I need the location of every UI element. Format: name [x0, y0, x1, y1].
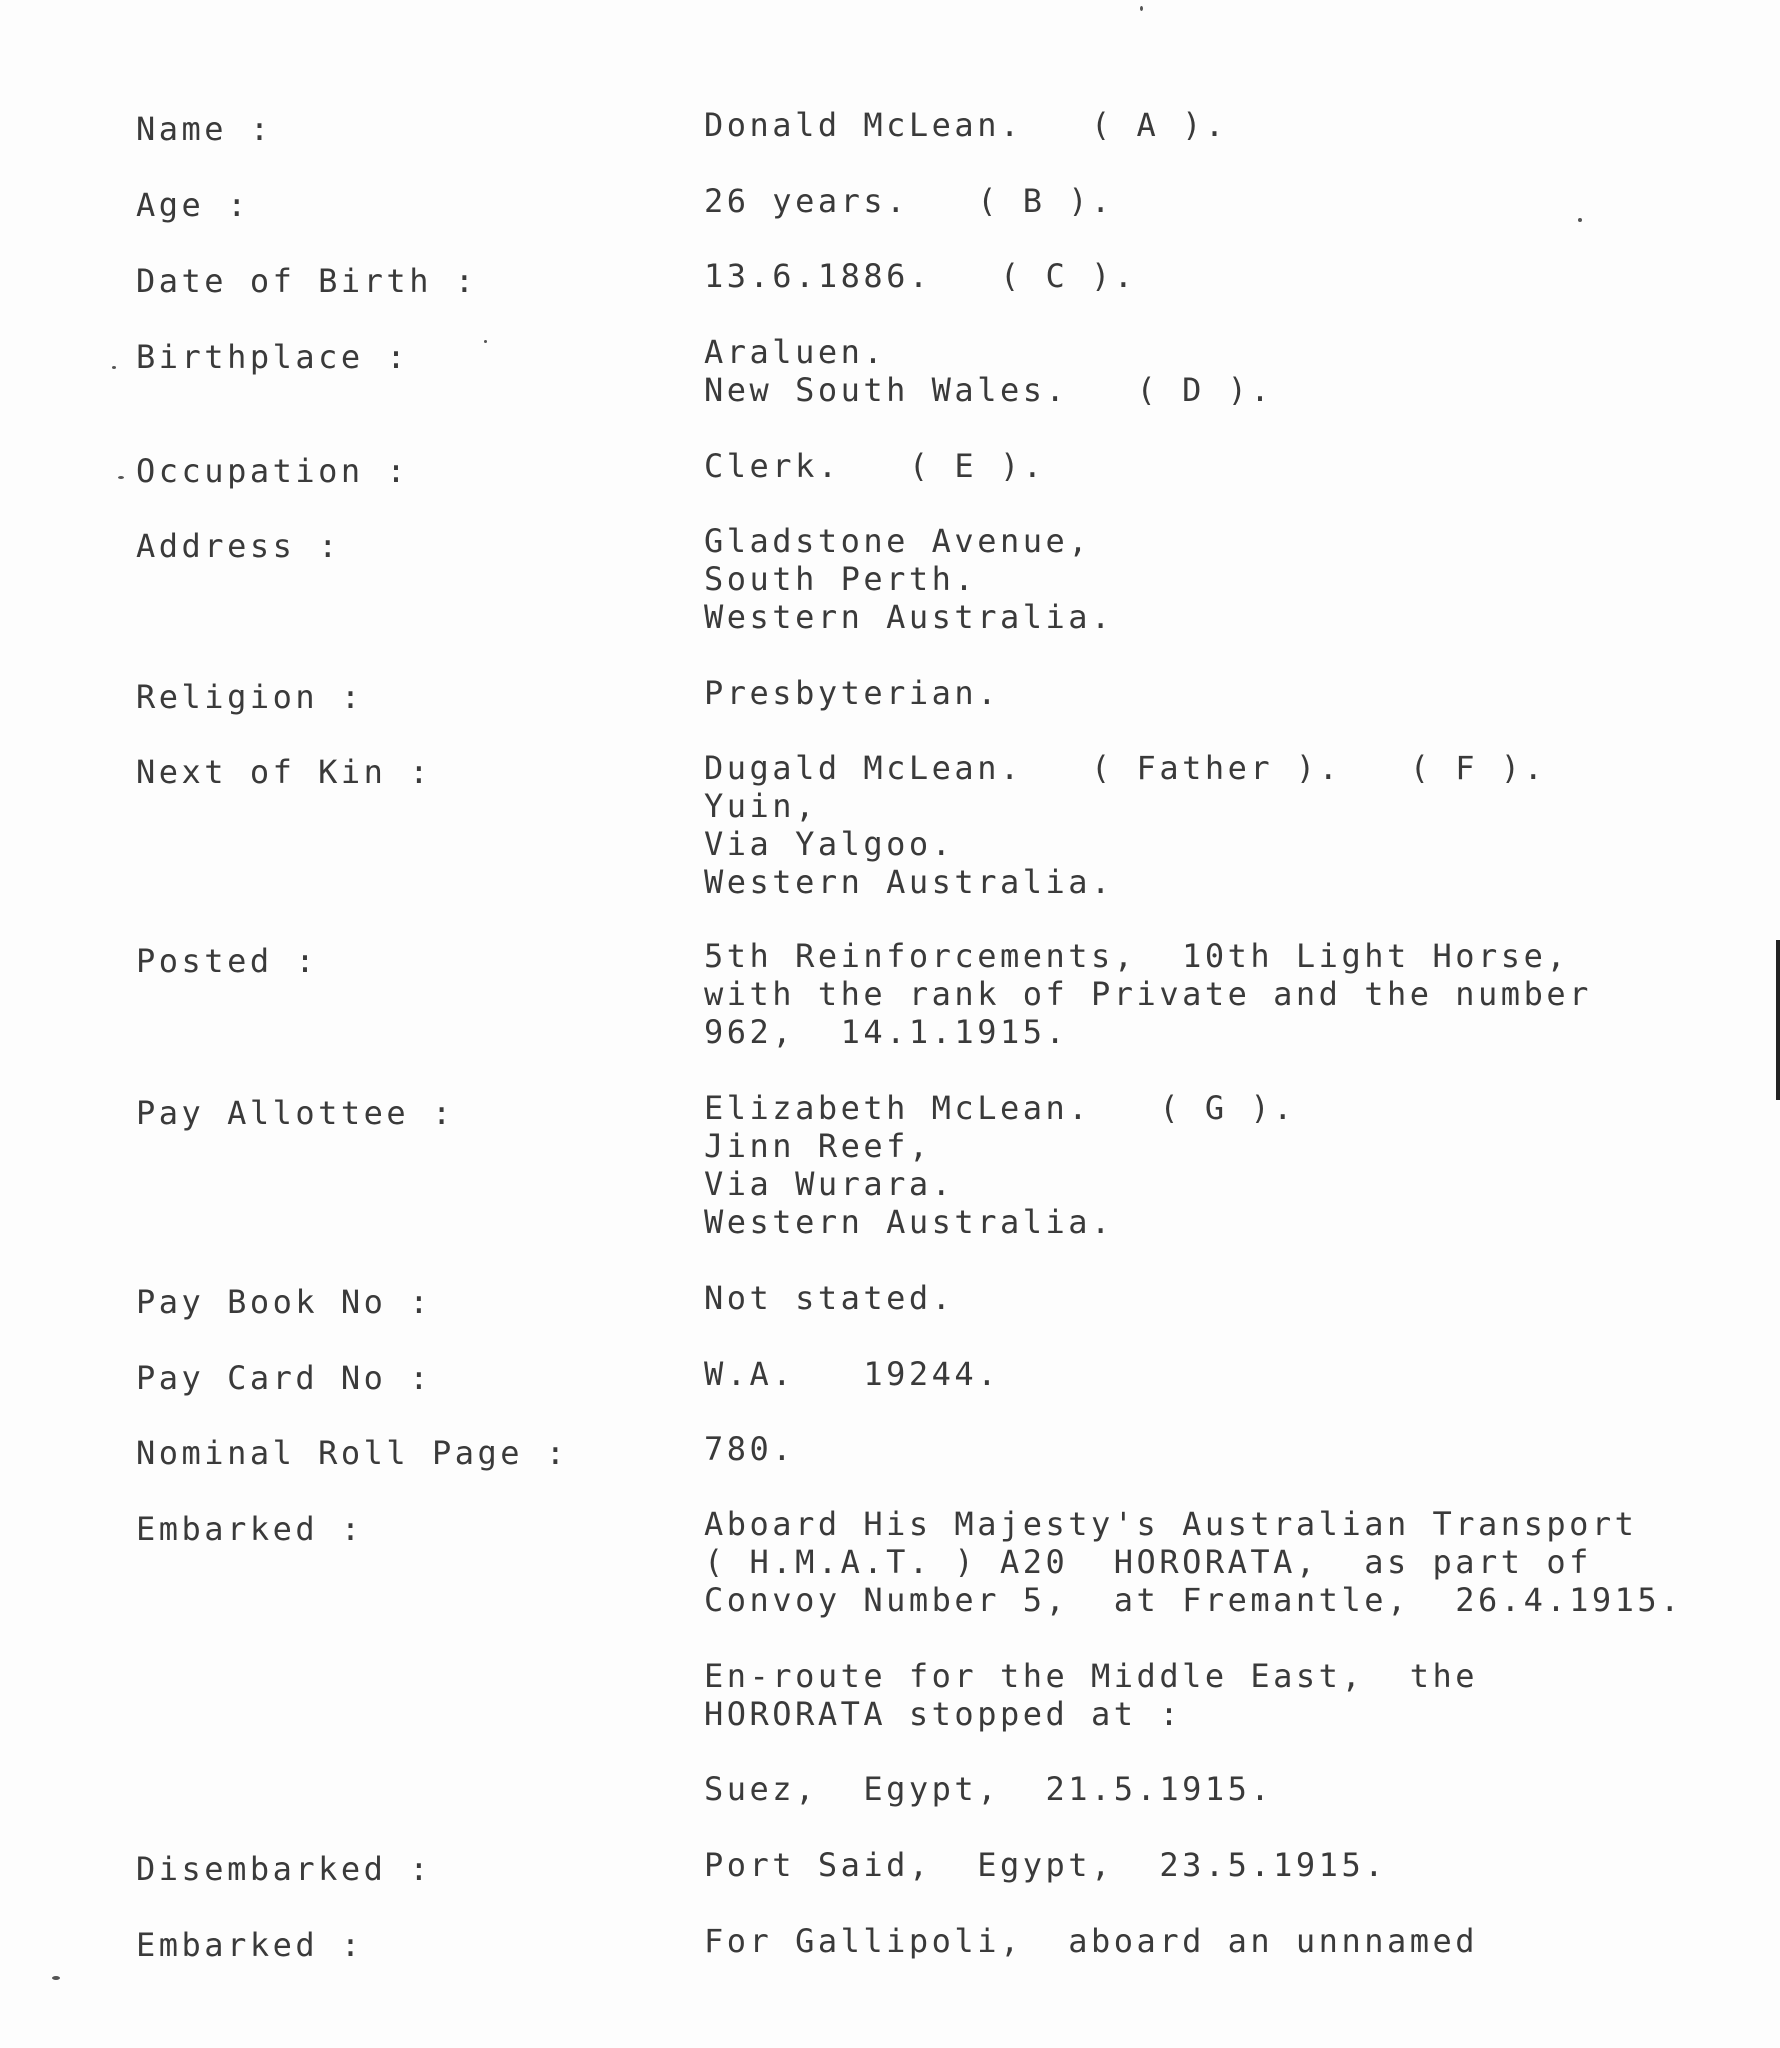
label-age: Age : — [136, 186, 250, 224]
value-line: Port Said, Egypt, 23.5.1915. — [704, 1846, 1387, 1884]
value-line: 5th Reinforcements, 10th Light Horse, — [704, 937, 1570, 975]
value-line: 13.6.1886. ( C ). — [704, 257, 1137, 295]
value-line: Presbyterian. — [704, 674, 1000, 712]
label-date-of-birth: Date of Birth : — [136, 262, 478, 300]
label-nominal-roll-page: Nominal Roll Page : — [136, 1434, 569, 1472]
value-line: Not stated. — [704, 1279, 955, 1317]
label-pay-card-no: Pay Card No : — [136, 1359, 432, 1397]
value-posted — [704, 937, 1764, 1051]
label-embarked: Embarked : — [136, 1510, 364, 1548]
value-embarked-2 — [704, 1922, 1764, 1960]
scan-speck — [112, 366, 116, 369]
value-line: En-route for the Middle East, the — [704, 1657, 1479, 1695]
value-line: South Perth. — [704, 560, 978, 598]
scan-speck — [1140, 6, 1143, 11]
label-birthplace: Birthplace : — [136, 338, 410, 376]
value-disembarked — [704, 1846, 1764, 1884]
label-address: Address : — [136, 527, 341, 565]
value-line: W.A. 19244. — [704, 1355, 1000, 1393]
value-pay-book-no — [704, 1279, 1764, 1317]
label-pay-allottee: Pay Allottee : — [136, 1094, 455, 1132]
label-occupation: Occupation : — [136, 452, 410, 490]
value-next-of-kin — [704, 749, 1764, 901]
scan-speck — [484, 340, 487, 343]
value-line: Elizabeth McLean. ( G ). — [704, 1089, 1296, 1127]
value-line: Western Australia. — [704, 1203, 1114, 1241]
value-line: 962, 14.1.1915. — [704, 1013, 1069, 1051]
value-line: Gladstone Avenue, — [704, 522, 1092, 560]
value-age — [704, 182, 1764, 220]
value-line: Via Wurara. — [704, 1165, 955, 1203]
scan-edge — [1776, 940, 1780, 1100]
value-embarked — [704, 1505, 1764, 1619]
value-line: 780. — [704, 1430, 796, 1468]
label-posted: Posted : — [136, 942, 319, 980]
value-address — [704, 522, 1764, 636]
value-line: New South Wales. ( D ). — [704, 371, 1274, 409]
scan-speck — [52, 1976, 60, 1980]
value-line: 26 years. ( B ). — [704, 182, 1114, 220]
value-line: ( H.M.A.T. ) A20 HORORATA, as part of — [704, 1543, 1592, 1581]
value-line: Via Yalgoo. — [704, 825, 955, 863]
scan-speck — [118, 476, 124, 479]
value-line: Dugald McLean. ( Father ). ( F ). — [704, 749, 1547, 787]
label-religion: Religion : — [136, 678, 364, 716]
value-suez — [704, 1770, 1764, 1808]
value-religion — [704, 674, 1764, 712]
value-line: with the rank of Private and the number — [704, 975, 1592, 1013]
value-en-route — [704, 1657, 1764, 1733]
value-line: Clerk. ( E ). — [704, 447, 1046, 485]
label-disembarked: Disembarked : — [136, 1850, 432, 1888]
value-line: For Gallipoli, aboard an unnnamed — [704, 1922, 1479, 1960]
value-line: Western Australia. — [704, 863, 1114, 901]
value-nominal-roll-page — [704, 1430, 1764, 1468]
value-pay-card-no — [704, 1355, 1764, 1393]
value-birthplace — [704, 333, 1764, 409]
scan-speck — [1578, 218, 1582, 222]
value-occupation — [704, 447, 1764, 485]
value-pay-allottee — [704, 1089, 1764, 1241]
label-embarked-2: Embarked : — [136, 1926, 364, 1964]
label-pay-book-no: Pay Book No : — [136, 1283, 432, 1321]
value-line: Jinn Reef, — [704, 1127, 932, 1165]
value-line: Suez, Egypt, 21.5.1915. — [704, 1770, 1274, 1808]
label-name: Name : — [136, 110, 273, 148]
value-date-of-birth — [704, 257, 1764, 295]
value-line: Donald McLean. ( A ). — [704, 106, 1228, 144]
value-line: Western Australia. — [704, 598, 1114, 636]
value-name — [704, 106, 1764, 144]
value-line: Yuin, — [704, 787, 818, 825]
value-line: Aboard His Majesty's Australian Transport — [704, 1505, 1638, 1543]
label-next-of-kin: Next of Kin : — [136, 753, 432, 791]
value-line: Araluen. — [704, 333, 887, 371]
value-line: HORORATA stopped at : — [704, 1695, 1183, 1733]
value-line: Convoy Number 5, at Fremantle, 26.4.1915. — [704, 1581, 1683, 1619]
